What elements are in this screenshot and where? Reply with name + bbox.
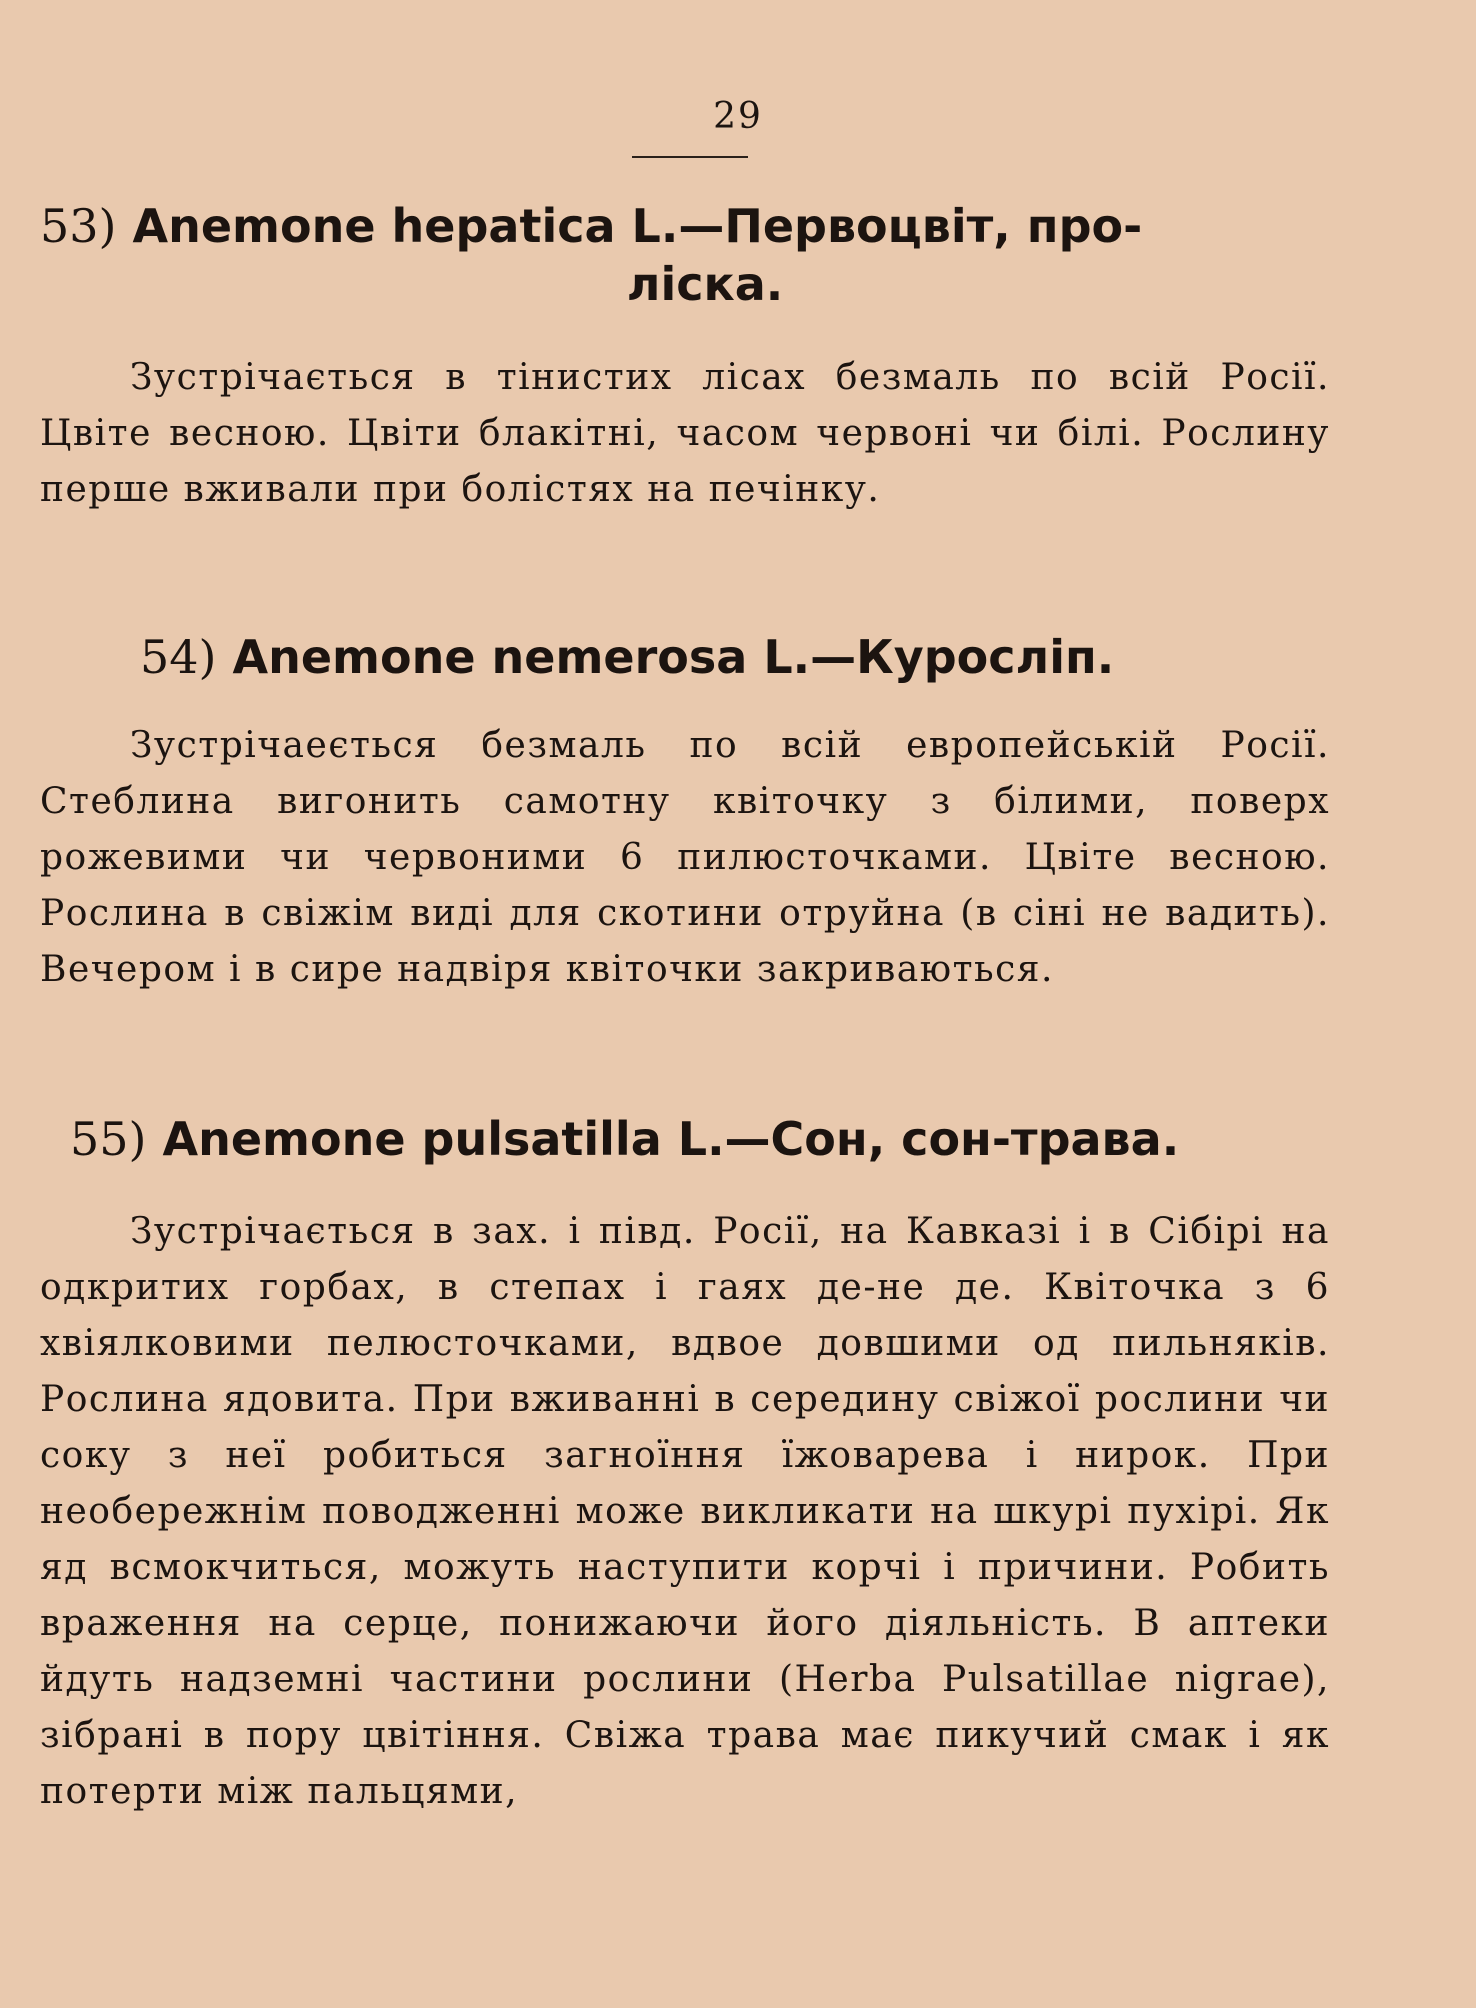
common-name: Куросліп. (856, 630, 1115, 684)
page-number: 29 (713, 96, 763, 137)
name-separator: — (810, 630, 857, 684)
common-name: Первоцвіт, про- (724, 199, 1143, 253)
common-name: Сон, сон-трава. (770, 1112, 1180, 1166)
entry-heading-55 (70, 1110, 1330, 1168)
entry-heading-53 (40, 197, 1330, 313)
header-rule (632, 156, 748, 158)
entry-text-53: Зустрічається в тінистих лісах безмаль по всій Росії. Цвіте весною. Цвіти блакітні, часом червоні чи білі. Рослину перше вживали при болістях на печінку. (40, 357, 1330, 510)
common-name-continuation: ліска. (626, 257, 784, 311)
entry-number: 54) (140, 630, 217, 684)
latin-name: Anemone nemerosa L. (232, 630, 811, 684)
entry-number: 55) (70, 1112, 147, 1166)
name-separator: — (724, 1112, 771, 1166)
name-separator: — (678, 199, 725, 253)
entry-number: 53) (40, 199, 117, 253)
latin-name: Anemone hepatica L. (132, 199, 679, 253)
entry-text-55: Зустрічається в зах. і півд. Росії, на Кавказі і в Сібірі на одкритих горбах, в степах і гаях де-не де. Квіточка з 6 хвіялковими пелюсточками, вдвое довшими од пильняків. Рослина ядовита. При вживанні в середину свіжої рослини чи соку з неї робиться загноїння їжоварева і нирок. При необережнім поводженні може викликати на шкурі пухірі. Як яд всмокчиться, можуть наступити корчі і причини. Робить враження на серце, понижаючи його діяльність. В аптеки йдуть надземні частини рослини (Herba Pulsatillae nigrae), зібрані в пору цвітіння. Свіжа трава має пикучий смак і як потерти між пальцями, (40, 1211, 1330, 1812)
latin-name: Anemone pulsatilla L. (162, 1112, 725, 1166)
entry-text-54: Зустрічаеється безмаль по всій европейській Росії. Стеблина вигонить самотну квіточку з білими, поверх рожевими чи червоними 6 пилюсточками. Цвіте весною. Рослина в свіжім виді для скотини отруйна (в сіні не вадить). Вечером і в сире надвіря квіточки закриваються. (40, 725, 1330, 990)
entry-heading-54 (140, 628, 1340, 686)
